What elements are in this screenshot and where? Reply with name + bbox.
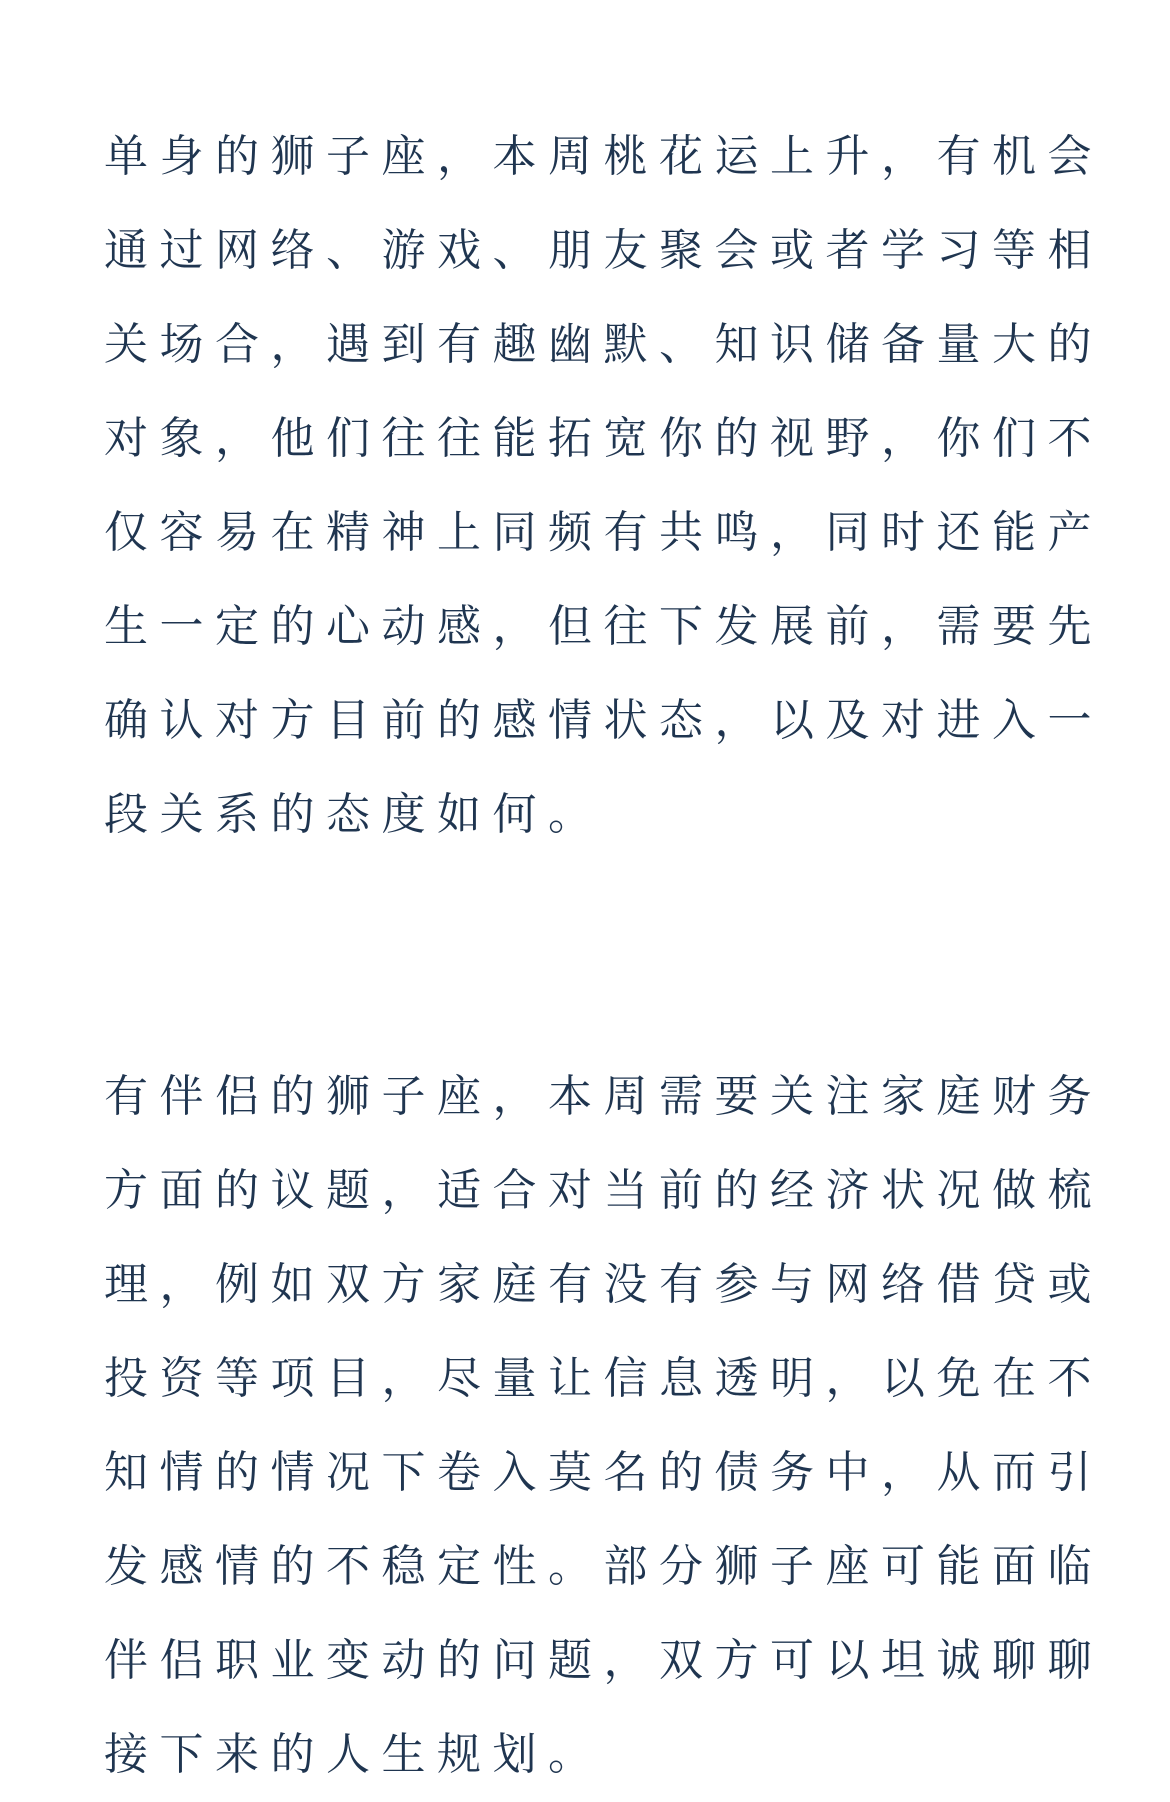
paragraph-line: 发感情的不稳定性。部分狮子座可能面临 <box>104 1541 1103 1592</box>
paragraph-line: 通过网络、游戏、朋友聚会或者学习等相 <box>104 225 1103 276</box>
paragraph-line: 理，例如双方家庭有没有参与网络借贷或 <box>104 1259 1103 1310</box>
horoscope-article <box>104 110 1103 1802</box>
paragraph-line: 伴侣职业变动的问题，双方可以坦诚聊聊 <box>104 1635 1103 1686</box>
paragraph-line: 段关系的态度如何。 <box>104 789 604 840</box>
paragraph-line: 投资等项目，尽量让信息透明，以免在不 <box>104 1353 1103 1404</box>
paragraph-line: 方面的议题，适合对当前的经济状况做梳 <box>104 1165 1103 1216</box>
paragraph-line: 仅容易在精神上同频有共鸣，同时还能产 <box>104 507 1103 558</box>
paragraph-line: 关场合，遇到有趣幽默、知识储备量大的 <box>104 319 1103 370</box>
paragraph-spacing <box>104 862 1084 1050</box>
paragraph-line: 知情的情况下卷入莫名的债务中，从而引 <box>104 1447 1103 1498</box>
partnered-leo-paragraph <box>104 1050 1103 1802</box>
paragraph-line: 单身的狮子座，本周桃花运上升，有机会 <box>104 131 1103 182</box>
paragraph-line: 确认对方目前的感情状态，以及对进入一 <box>104 695 1103 746</box>
paragraph-line: 接下来的人生规划。 <box>104 1729 604 1780</box>
single-leo-paragraph <box>104 110 1103 862</box>
paragraph-line: 有伴侣的狮子座，本周需要关注家庭财务 <box>104 1071 1103 1122</box>
paragraph-line: 对象，他们往往能拓宽你的视野，你们不 <box>104 413 1103 464</box>
paragraph-line: 生一定的心动感，但往下发展前，需要先 <box>104 601 1103 652</box>
